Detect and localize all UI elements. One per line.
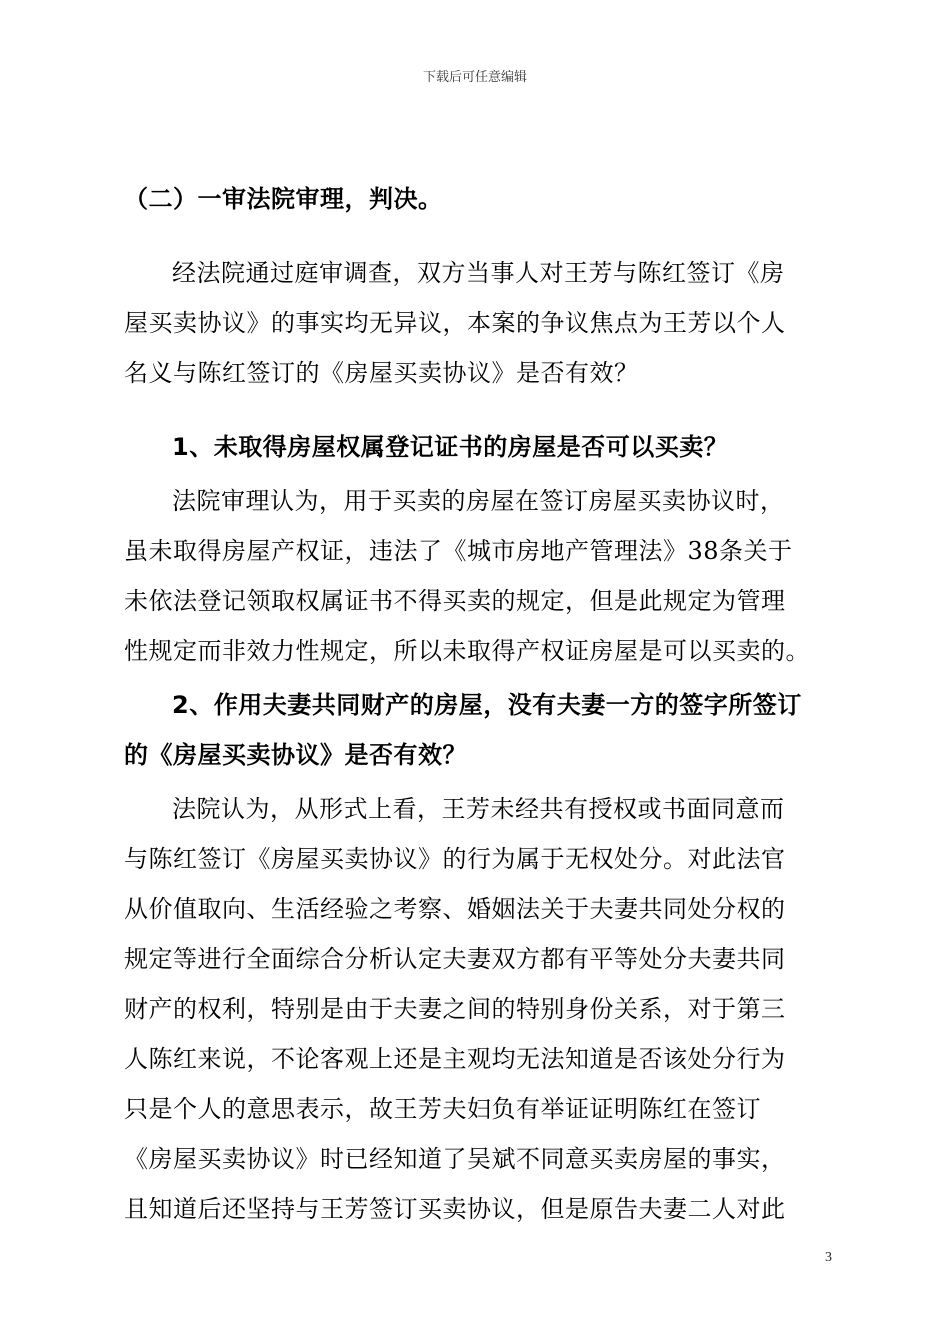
question-heading: 的《房屋买卖协议》是否有效？ <box>124 741 467 769</box>
paragraph-line: 虽未取得房屋产权证，违法了《城市房地产管理法》38条关于 <box>124 537 793 565</box>
paragraph-line: 《房屋买卖协议》时已经知道了吴斌不同意买卖房屋的事实， <box>124 1145 786 1173</box>
paragraph-line: 从价值取向、生活经验之考察、婚姻法关于夫妻共同处分权的 <box>124 895 786 923</box>
paragraph-line: 财产的权利，特别是由于夫妻之间的特别身份关系，对于第三 <box>124 995 786 1023</box>
paragraph-line: 名义与陈红签订的《房屋买卖协议》是否有效？ <box>124 359 639 387</box>
paragraph-line: 法院认为，从形式上看，王芳未经共有授权或书面同意而 <box>172 795 785 823</box>
paragraph-line: 且知道后还坚持与王芳签订买卖协议，但是原告夫妻二人对此 <box>124 1195 786 1223</box>
question-heading: 1、未取得房屋权属登记证书的房屋是否可以买卖？ <box>172 433 729 461</box>
paragraph-line: 屋买卖协议》的事实均无异议，本案的争议焦点为王芳以个人 <box>124 309 786 337</box>
document-body <box>124 174 832 1234</box>
paragraph-line: 性规定而非效力性规定，所以未取得产权证房屋是可以买卖的。 <box>124 637 810 665</box>
page-number: 3 <box>825 1250 832 1265</box>
paragraph-line: 只是个人的意思表示，故王芳夫妇负有举证证明陈红在签订 <box>124 1095 761 1123</box>
paragraph-line: 未依法登记领取权属证书不得买卖的规定，但是此规定为管理 <box>124 587 786 615</box>
paragraph-line: 与陈红签订《房屋买卖协议》的行为属于无权处分。对此法官 <box>124 845 786 873</box>
paragraph-line: 规定等进行全面综合分析认定夫妻双方都有平等处分夫妻共同 <box>124 945 786 973</box>
paragraph-line: 人陈红来说，不论客观上还是主观均无法知道是否该处分行为 <box>124 1045 786 1073</box>
paragraph-line: 经法院通过庭审调查，双方当事人对王芳与陈红签订《房 <box>172 259 785 287</box>
page-header-note: 下载后可任意编辑 <box>422 70 527 85</box>
question-heading: 2、作用夫妻共同财产的房屋，没有夫妻一方的签字所签订 <box>172 691 802 719</box>
paragraph-line: 法院审理认为，用于买卖的房屋在签订房屋买卖协议时， <box>172 487 785 515</box>
section-heading: （二）一审法院审理，判决。 <box>124 185 443 213</box>
